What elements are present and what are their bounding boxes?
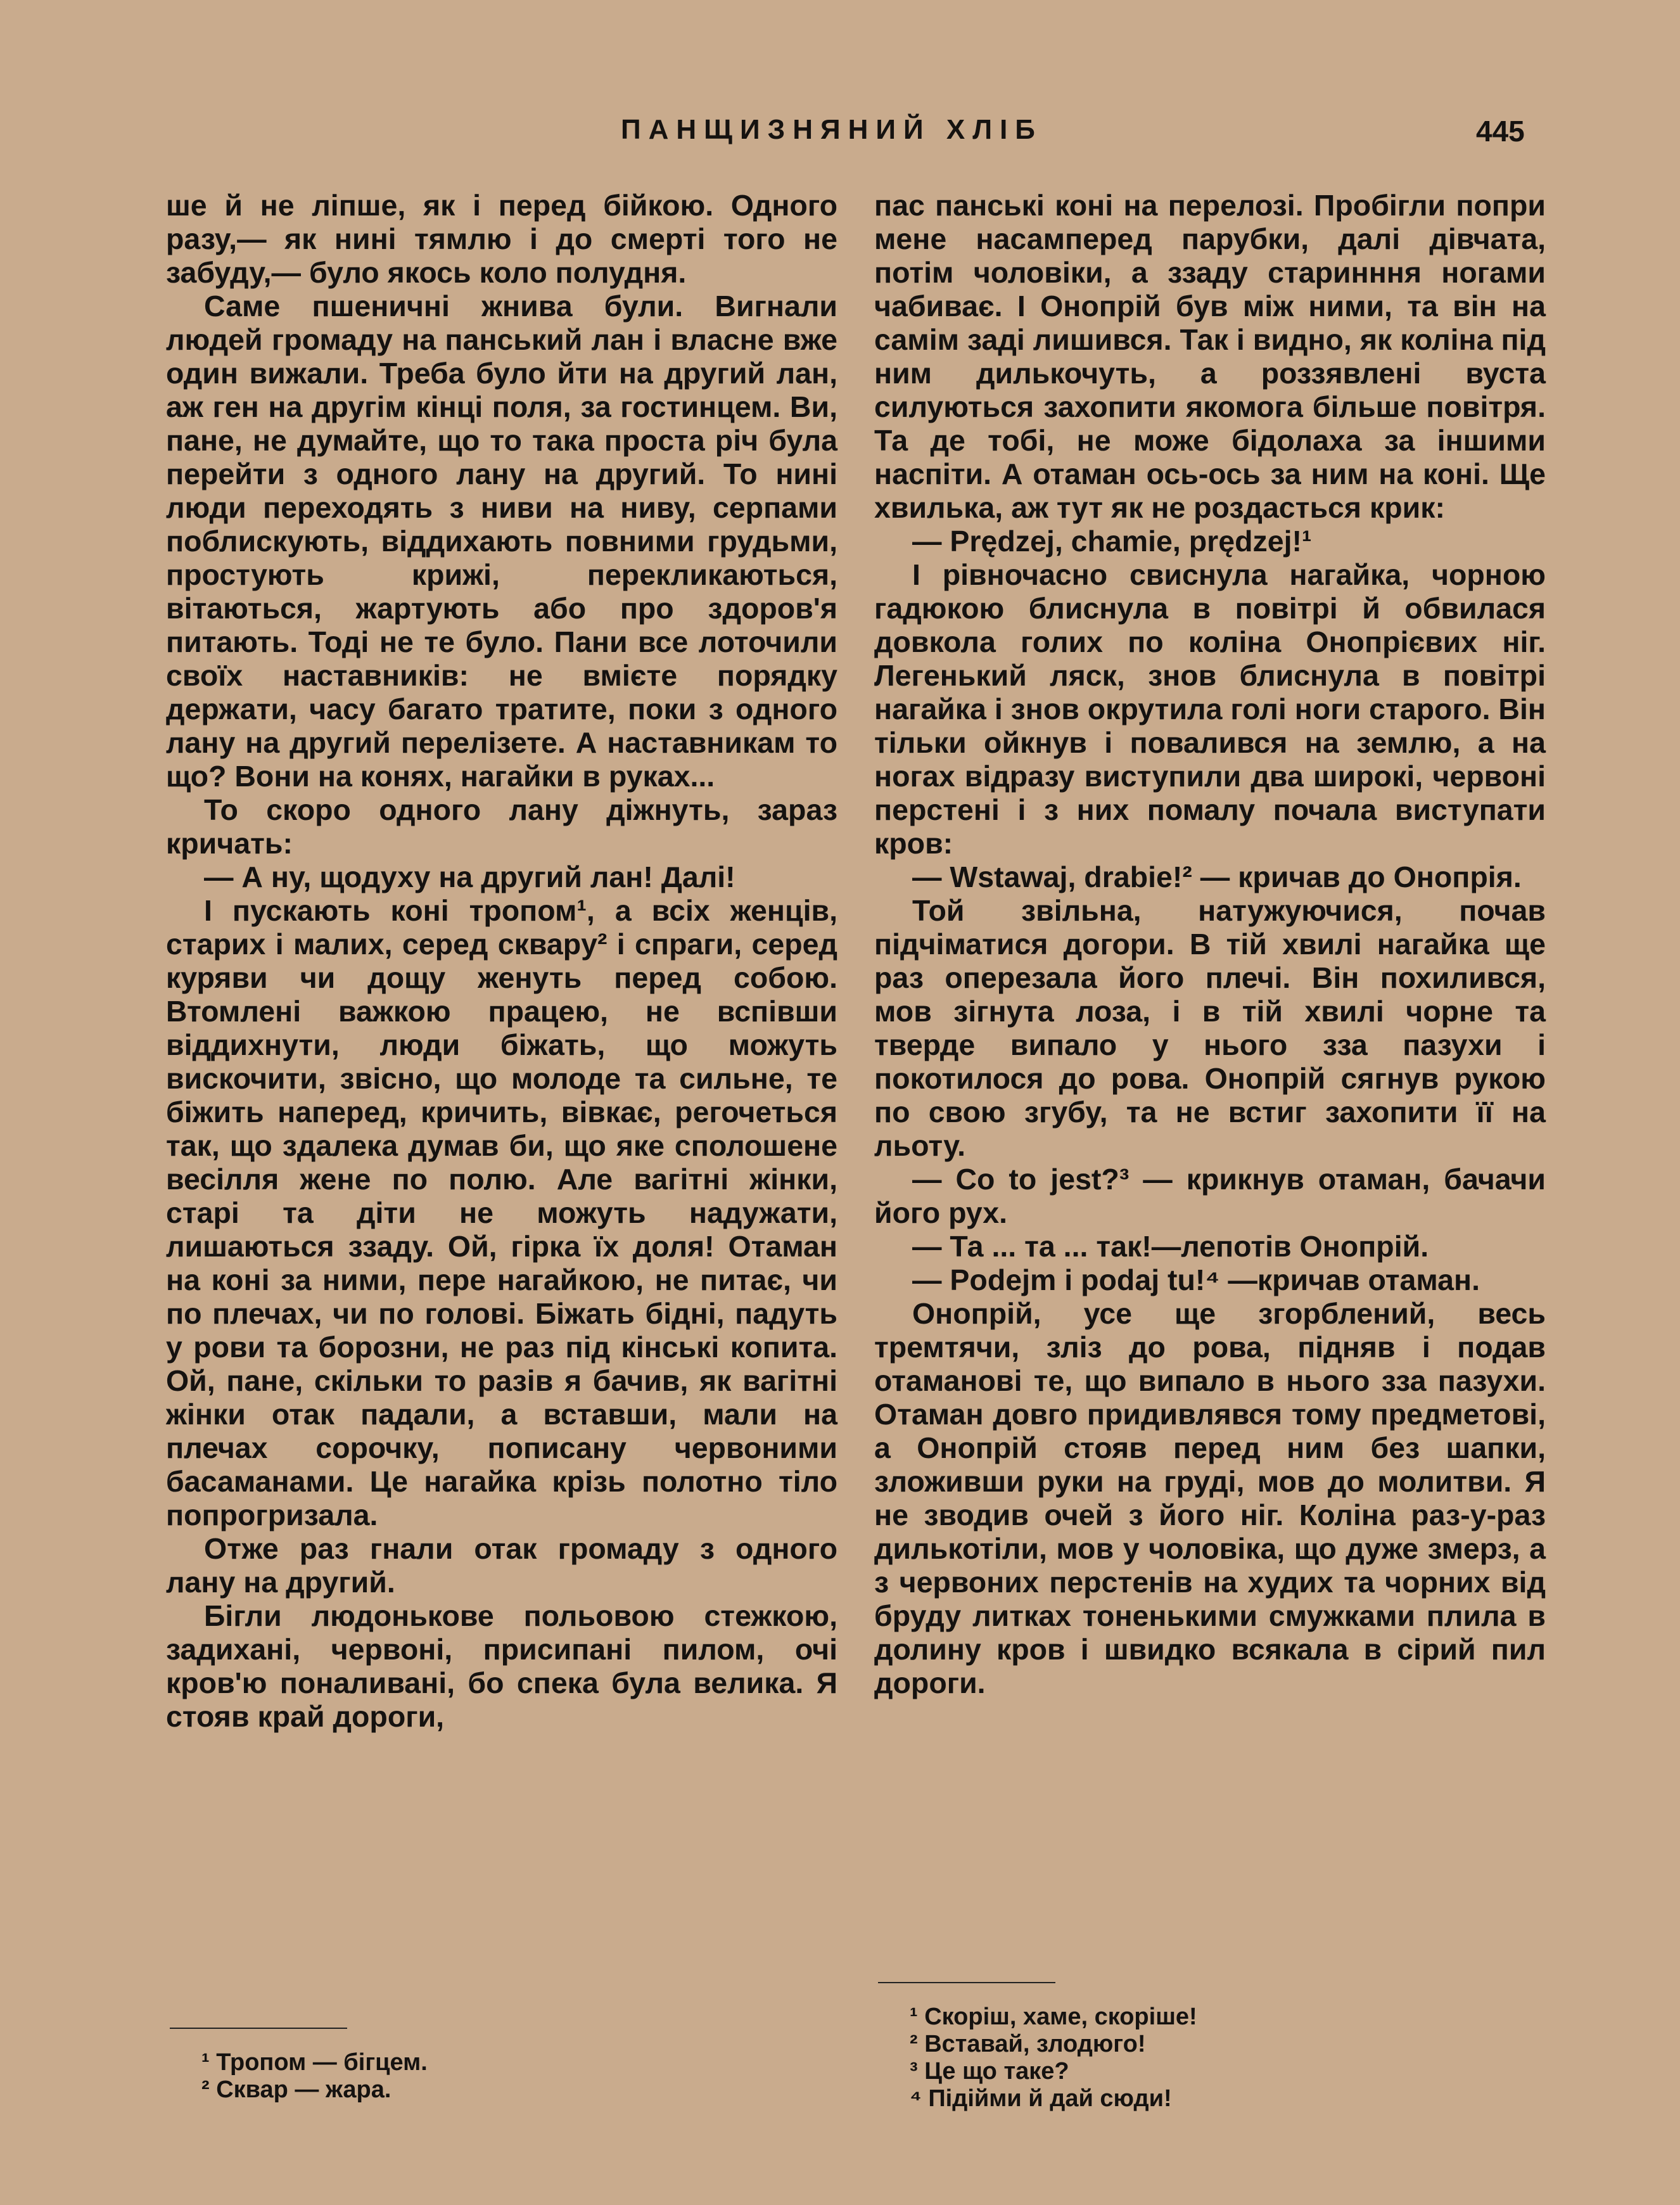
paragraph: Бігли людонькове польовою стежкою, задихані, червоні, присипані пилом, очі кров'ю поналивані, бо спека була велика. Я стояв край дороги, [166, 1599, 837, 1733]
footnote: ³ Це що таке? [910, 2058, 1069, 2085]
paragraph: пас панські коні на перелозі. Пробігли попри мене насамперед парубки, далі дівчата, потім чоловіки, а ззаду старинння ногами чабиває. І Онопрій був між ними, та він на самім заді лишився. Так і видно, як коліна під ним дилькочуть, а роззявлені вуста силуються захопити якомога більше повітря. Та де тобі, не може бідолаха за іншими наспіти. А отаман ось-ось за ним на коні. Ще хвилька, аж тут як не роздасться крик: [874, 189, 1546, 524]
left-column [166, 189, 837, 1734]
paragraph: Онопрій, усе ще згорблений, весь тремтячи, зліз до рова, підняв і подав отаманові те, що випало в нього зза пазухи. Отаман довго придивлявся тому предметові, а Онопрій стояв перед ним без шапки, зложивши руки на груді, мов до молитви. Я не зводив очей з його ніг. Коліна раз-у-раз дилькотіли, мов у чоловіка, що дуже змерз, а з червоних перстенів на худих та чорних від бруду литках тоненькими смужками плила в долину кров і швидко всякала в сірий пил дороги. [874, 1297, 1546, 1699]
paragraph: Отже раз гнали отак громаду з одного лану на другий. [166, 1532, 837, 1599]
footnote-rule-left [170, 2028, 347, 2029]
paragraph: — Та ... та ... так!—лепотів Онопрій. [912, 1230, 1429, 1263]
paragraph: — Prędzej, chamie, prędzej!¹ [912, 525, 1312, 558]
paragraph: То скоро одного лану діжнуть, зараз кричать: [166, 793, 837, 860]
running-head-title: ПАНЩИЗНЯНИЙ ХЛІБ [621, 114, 1043, 145]
footnote: ¹ Скоріш, хаме, скоріше! [910, 2004, 1197, 2030]
footnote: ¹ Тропом — бігцем. [201, 2049, 428, 2076]
paragraph: Саме пшеничні жнива були. Вигнали людей громаду на панський лан і власне вже один вижали. Треба було йти на другий лан, аж ген на другім кінці поля, за гостинцем. Ви, пане, не думайте, що то така проста річ була перейти з одного лану на другий. То нині люди переходять з ниви на ниву, серпами поблискують, віддихають повними грудьми, простують крижі, перекликаються, вітаються, жартують або про здоров'я питають. Тоді не те було. Пани все лоточили своїх настaвників: не вмієте порядку держати, часу багато тратите, поки з одного лану на другий перелізете. А наставникам то що? Вони на конях, нагайки в руках... [166, 290, 837, 793]
paragraph: — Co to jest?³ — крикнув отаман, бачачи його рух. [874, 1163, 1546, 1229]
paragraph: ше й не ліпше, як і перед бійкою. Одного разу,— як нині тямлю і до смерті того не забуду,— було якось коло полудня. [166, 189, 837, 289]
footnotes-left [201, 2049, 428, 2104]
right-column [874, 189, 1546, 1700]
paragraph: — Wstawaj, drabie!² — кричав до Онопрія. [912, 860, 1522, 893]
footnote-rule-right [878, 1982, 1055, 1983]
footnotes-right [910, 2004, 1197, 2112]
footnote: ² Сквар — жара. [201, 2076, 391, 2103]
footnote: ⁴ Підійми й дай сюди! [910, 2085, 1172, 2112]
paragraph: — Podejm i podaj tu!⁴ —кричав отаман. [912, 1263, 1480, 1296]
footnote: ² Вставай, злодюго! [910, 2031, 1146, 2057]
paragraph: Той звільна, натужуючися, почав підчіматися догори. В тій хвилі нагайка ще раз оперезала його плечі. Він похилився, мов зігнута лоза, і в тій хвилі чорне та тверде випало у нього зза пазухи і покотилося до рова. Онопрій сягнув рукою по свою згубу, та не встиг захопити її на льоту. [874, 894, 1546, 1162]
page-number: 445 [1476, 115, 1525, 148]
paragraph: — А ну, щодуху на другий лан! Далі! [204, 860, 735, 893]
paragraph: І пускають коні тропом¹, а всіх женців, старих і малих, серед скварy² і спраги, серед куряви чи дощу женуть перед собою. Втомлені важкою працею, не вспівши віддихнути, люди біжать, що можуть вискочити, звісно, що молоде та сильне, те біжить наперед, кричить, вівкає, регочеться так, що здалека думав би, що яке сполошене весілля жене по полю. Але вагітні жінки, старі та діти не можуть надужати, лишаються ззаду. Ой, гірка їх доля! Отаман на коні за ними, пере нагайкою, не питає, чи по плечах, чи по голові. Біжать бідні, падуть у рови та борозни, не раз під кінські копита. Ой, пане, скільки то разів я бачив, як вагітні жінки отак падали, а вставши, мали на плечах сорочку, пописану червоними басаманами. Це нагайка крізь полотно тіло попрогризала. [166, 894, 837, 1531]
paragraph: І рівночасно свиснула нагайка, чорною гадюкою блиснула в повітрі й обвилася довкола голих по коліна Онопрієвих ніг. Легенький ляск, знов блиснула в повітрі нагайка і знов окрутила голі ноги старого. Він тільки ойкнув і повалився на землю, а на ногах відразу виступили два широкі, червоні перстені і з них помалу почала виступати кров: [874, 558, 1546, 860]
